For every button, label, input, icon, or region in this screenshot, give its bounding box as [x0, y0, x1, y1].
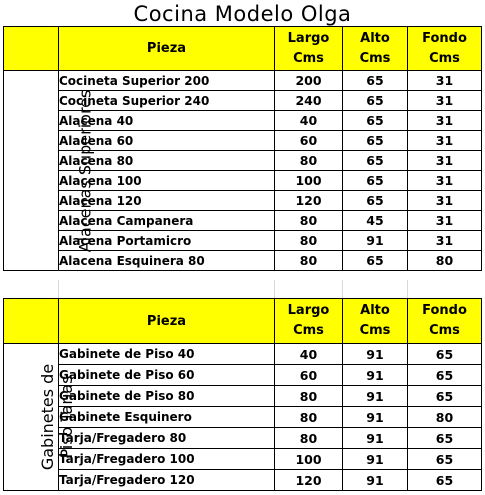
pieza-cell: Alacena 120 [59, 191, 275, 211]
header-row [4, 27, 482, 71]
pieza-cell: Tarja/Fregadero 80 [59, 428, 275, 449]
section-label-line: Piso Tarjas [57, 375, 77, 459]
fondo-cell: 31 [408, 71, 482, 91]
section-label-cell [4, 344, 77, 491]
fondo-cell: 65 [408, 449, 482, 470]
pieza-cell: Tarja/Fregadero 120 [59, 470, 275, 491]
largo-cell: 80 [275, 151, 343, 171]
largo-cell: 80 [275, 386, 343, 407]
fondo-cell: 65 [408, 470, 482, 491]
fondo-cell: 80 [408, 251, 482, 271]
header-alto [343, 27, 408, 71]
alto-cell: 91 [343, 449, 408, 470]
pieza-cell: Alacena 80 [59, 151, 275, 171]
alacenas-table [3, 26, 482, 271]
fondo-cell: 65 [408, 365, 482, 386]
table-row [4, 470, 482, 491]
alto-cell: 91 [343, 428, 408, 449]
alto-cell: 65 [343, 151, 408, 171]
header-largo-label: Largo [287, 303, 330, 318]
fondo-cell: 31 [408, 231, 482, 251]
header-largo-unit: Cms [293, 323, 324, 338]
section-label-cell [4, 71, 95, 271]
fondo-cell: 31 [408, 111, 482, 131]
largo-cell: 100 [275, 449, 343, 470]
largo-cell: 80 [275, 428, 343, 449]
fondo-cell: 65 [408, 386, 482, 407]
header-alto-label: Alto [360, 303, 390, 318]
header-alto-unit: Cms [359, 50, 391, 66]
header-largo-label: Largo [287, 30, 330, 46]
section-label-alacenas-superiores: Alacenas Superiores [75, 89, 95, 253]
alto-cell: 65 [343, 191, 408, 211]
pieza-cell: Cocineta Superior 200 [59, 71, 275, 91]
pieza-cell: Alacena 100 [59, 171, 275, 191]
alto-cell: 65 [343, 91, 408, 111]
gridline [274, 280, 275, 298]
fondo-cell: 65 [408, 344, 482, 365]
table-row [4, 251, 482, 271]
pieza-cell: Tarja/Fregadero 100 [59, 449, 275, 470]
alto-cell: 91 [343, 407, 408, 428]
fondo-cell: 31 [408, 131, 482, 151]
pieza-cell: Alacena 40 [59, 111, 275, 131]
header-fondo-label: Fondo [422, 303, 467, 318]
pieza-cell: Cocineta Superior 240 [59, 91, 275, 111]
largo-cell: 80 [275, 231, 343, 251]
alto-cell: 65 [343, 111, 408, 131]
largo-cell: 120 [275, 470, 343, 491]
alto-cell: 65 [343, 71, 408, 91]
alto-cell: 91 [343, 365, 408, 386]
largo-cell: 120 [275, 191, 343, 211]
header-pieza: Pieza [59, 27, 275, 71]
largo-cell: 60 [275, 365, 343, 386]
largo-cell: 80 [275, 251, 343, 271]
table-row [4, 71, 482, 91]
header-fondo-unit: Cms [429, 323, 460, 338]
fondo-cell: 31 [408, 171, 482, 191]
header-blank-cell [4, 299, 59, 344]
header-fondo-unit: Cms [429, 50, 460, 66]
largo-cell: 80 [275, 211, 343, 231]
header-fondo [408, 299, 482, 344]
fondo-cell: 31 [408, 191, 482, 211]
header-row [4, 299, 482, 344]
gabinetes-table [3, 298, 482, 491]
gridline [58, 280, 59, 298]
gridline-spacer [3, 280, 481, 298]
gridline [407, 280, 408, 298]
pieza-cell: Alacena Esquinera 80 [59, 251, 275, 271]
section-label-gabinetes [38, 364, 76, 470]
alto-cell: 65 [343, 251, 408, 271]
header-pieza: Pieza [59, 299, 275, 344]
header-largo [275, 299, 343, 344]
header-largo-unit: Cms [293, 50, 324, 66]
alto-cell: 91 [343, 231, 408, 251]
alto-cell: 65 [343, 131, 408, 151]
header-alto-unit: Cms [359, 323, 391, 338]
largo-cell: 240 [275, 91, 343, 111]
alto-cell: 45 [343, 211, 408, 231]
largo-cell: 100 [275, 171, 343, 191]
largo-cell: 40 [275, 344, 343, 365]
largo-cell: 60 [275, 131, 343, 151]
pieza-cell: Alacena Portamicro [59, 231, 275, 251]
pieza-cell: Alacena 60 [59, 131, 275, 151]
pieza-cell: Alacena Campanera [59, 211, 275, 231]
section-label-line: Gabinetes de [38, 363, 58, 471]
largo-cell: 200 [275, 71, 343, 91]
alto-cell: 65 [343, 171, 408, 191]
header-alto [343, 299, 408, 344]
table-row [4, 344, 482, 365]
alto-cell: 91 [343, 386, 408, 407]
alto-cell: 91 [343, 344, 408, 365]
fondo-cell: 31 [408, 211, 482, 231]
header-largo [275, 27, 343, 71]
fondo-cell: 65 [408, 428, 482, 449]
fondo-cell: 31 [408, 91, 482, 111]
largo-cell: 80 [275, 407, 343, 428]
header-alto-label: Alto [360, 30, 390, 46]
fondo-cell: 31 [408, 151, 482, 171]
header-blank-cell [4, 27, 59, 71]
alto-cell: 91 [343, 470, 408, 491]
pieza-cell: Gabinete Esquinero [59, 407, 275, 428]
gridline [342, 280, 343, 298]
pieza-cell: Gabinete de Piso 60 [59, 365, 275, 386]
largo-cell: 40 [275, 111, 343, 131]
header-fondo [408, 27, 482, 71]
page-title: Cocina Modelo Olga [133, 2, 352, 26]
pieza-cell: Gabinete de Piso 80 [59, 386, 275, 407]
pieza-cell: Gabinete de Piso 40 [59, 344, 275, 365]
header-fondo-label: Fondo [422, 30, 467, 46]
fondo-cell: 80 [408, 407, 482, 428]
